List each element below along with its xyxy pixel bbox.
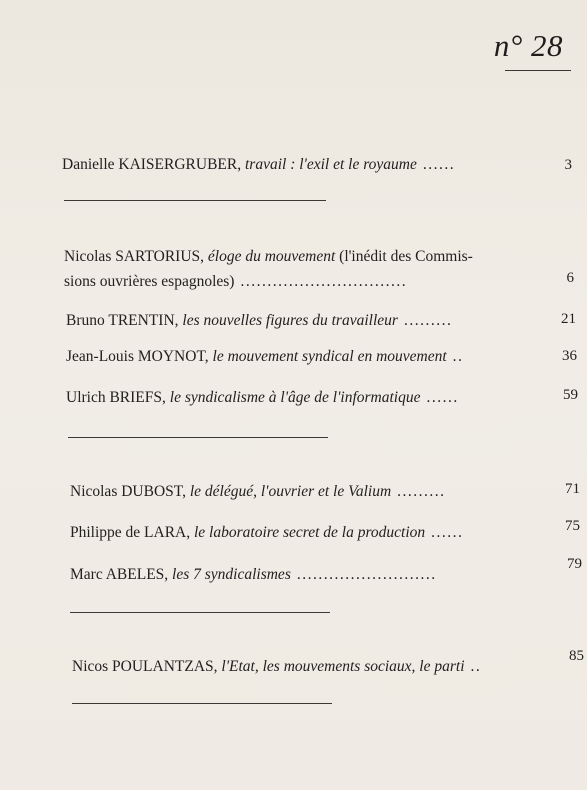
entry-page-number: 75 bbox=[565, 518, 580, 534]
entry-page-number: 21 bbox=[561, 311, 576, 327]
entry-page-number: 59 bbox=[563, 387, 578, 403]
entry-title: l'Etat, les mouvements sociaux, le parti bbox=[221, 658, 465, 675]
leader-dots: .......................... bbox=[296, 566, 437, 583]
entry-title: les 7 syndicalismes bbox=[172, 566, 291, 583]
entry-title: travail : l'exil et le royaume bbox=[244, 156, 417, 173]
section-divider bbox=[64, 200, 326, 201]
entry-page-number: 3 bbox=[564, 157, 572, 173]
entry-author: Danielle KAISERGRUBER bbox=[62, 156, 238, 173]
entry-author: Bruno TRENTIN bbox=[66, 312, 175, 329]
entry-title: le laboratoire secret de la production bbox=[194, 524, 426, 541]
leader-dots: ...... bbox=[422, 156, 456, 173]
issue-number: n° 28 bbox=[493, 28, 563, 63]
section-divider bbox=[68, 437, 328, 438]
entry-page-number: 6 bbox=[566, 270, 574, 286]
leader-dots: ...... bbox=[426, 389, 459, 406]
toc-entry: Nicolas DUBOST, le délégué, l'ouvrier et le Valium ......... bbox=[70, 483, 446, 500]
leader-dots: ............................... bbox=[240, 273, 408, 290]
entry-author: Nicolas SARTORIUS bbox=[64, 248, 201, 265]
entry-author: Ulrich BRIEFS bbox=[66, 389, 163, 406]
toc-entry: Jean-Louis MOYNOT, le mouvement syndical en mouvement .. bbox=[66, 348, 464, 365]
toc-entry: Philippe de LARA, le laboratoire secret de la production ...... bbox=[70, 524, 464, 541]
leader-dots: .. bbox=[470, 658, 482, 675]
entry-subtitle: (l'inédit des Commis- bbox=[335, 248, 473, 265]
entry-page-number: 85 bbox=[569, 648, 584, 664]
entry-author: Nicos POULANTZAS bbox=[72, 658, 214, 675]
leader-dots: .. bbox=[452, 348, 464, 365]
toc-entry-continuation bbox=[64, 271, 407, 293]
issue-underline bbox=[505, 70, 571, 71]
entry-author: Philippe de LARA bbox=[70, 524, 187, 541]
toc-entry: Nicos POULANTZAS, l'Etat, les mouvements sociaux, le parti .. bbox=[72, 658, 482, 675]
entry-author: Marc ABELES bbox=[70, 566, 165, 583]
leader-dots: ......... bbox=[397, 483, 446, 500]
toc-entry: Bruno TRENTIN, les nouvelles figures du travailleur ......... bbox=[66, 312, 453, 329]
toc-entry: Ulrich BRIEFS, le syndicalisme à l'âge de l'informatique ...... bbox=[66, 389, 459, 406]
entry-author: Jean-Louis MOYNOT bbox=[66, 348, 205, 365]
toc-entry: Danielle KAISERGRUBER, travail : l'exil et le royaume ...... bbox=[62, 156, 456, 173]
entry-title: le délégué, l'ouvrier et le Valium bbox=[189, 483, 392, 500]
entry-page-number: 71 bbox=[565, 481, 580, 497]
entry-page-number: 36 bbox=[562, 348, 577, 364]
entry-page-number: 79 bbox=[567, 556, 582, 572]
entry-title: le syndicalisme à l'âge de l'informatique bbox=[169, 389, 421, 406]
leader-dots: ...... bbox=[431, 524, 464, 541]
toc-entry: Marc ABELES, les 7 syndicalismes .......................... bbox=[70, 566, 437, 583]
entry-title: éloge du mouvement bbox=[207, 248, 336, 265]
leader-dots: ......... bbox=[403, 312, 453, 329]
entry-title: le mouvement syndical en mouvement bbox=[212, 348, 447, 365]
entry-title: les nouvelles figures du travailleur bbox=[182, 312, 398, 329]
section-divider bbox=[70, 612, 330, 613]
entry-author: Nicolas DUBOST bbox=[70, 483, 183, 500]
toc-entry: Nicolas SARTORIUS, éloge du mouvement (l'inédit des Commis- bbox=[64, 248, 473, 265]
entry-subtitle-continued: sions ouvrières espagnoles) bbox=[64, 273, 235, 290]
section-divider bbox=[72, 703, 332, 704]
